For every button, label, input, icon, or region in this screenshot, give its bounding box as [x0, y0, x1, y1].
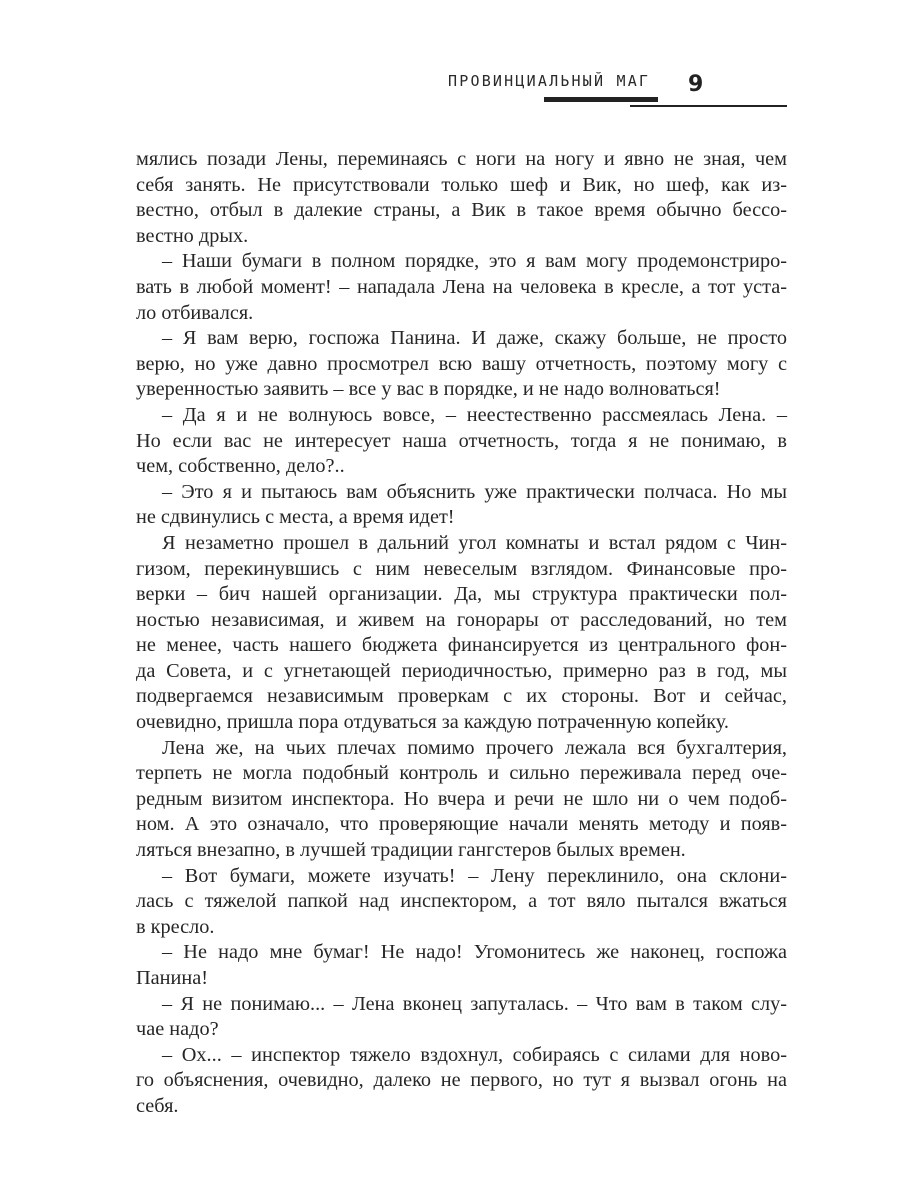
text-line: редным визитом инспектора. Но вчера и речи не шло ни о чем подоб- — [136, 787, 787, 810]
text-line: – Ох... – инспектор тяжело вздохнул, собираясь с силами для ново- — [162, 1043, 787, 1066]
text-line: Лена же, на чьих плечах помимо прочего лежала вся бухгалтерия, — [162, 736, 787, 759]
paragraph — [136, 736, 787, 864]
paragraph — [136, 147, 787, 249]
text-line: – Да я и не волнуюсь вовсе, – неестественно рассмеялась Лена. – — [162, 403, 787, 426]
running-head: ПРОВИНЦИАЛЬНЫЙ МАГ — [448, 72, 651, 90]
text-line: ляться внезапно, в лучшей традиции гангстеров былых времен. — [136, 839, 686, 862]
text-line: верю, но уже давно просмотрел всю вашу отчетность, поэтому могу с — [136, 352, 787, 375]
paragraph — [136, 249, 787, 326]
text-line: Я незаметно прошел в дальний угол комнаты и встал рядом с Чин- — [162, 531, 787, 554]
paragraph — [136, 531, 787, 736]
paragraph — [136, 864, 787, 941]
page-number: 9 — [688, 72, 704, 97]
text-line: себя занять. Не присутствовали только шеф и Вик, но шеф, как из- — [136, 173, 787, 196]
text-line: подвергаемся независимым проверкам с их стороны. Вот и сейчас, — [136, 685, 787, 708]
text-line: го объяснения, очевидно, далеко не первого, но тут я вызвал огонь на — [136, 1069, 787, 1092]
paragraph — [136, 403, 787, 480]
text-line: – Наши бумаги в полном порядке, это я вам могу продемонстриро- — [162, 250, 787, 273]
text-line: не менее, часть нашего бюджета финансируется из центрального фон- — [136, 634, 787, 657]
text-line: вать в любой момент! – нападала Лена на человека в кресле, а тот уста- — [136, 275, 787, 298]
text-line: Но если вас не интересует наша отчетность, тогда я не понимаю, в — [136, 429, 787, 452]
paragraph — [136, 992, 787, 1043]
header-rule — [630, 105, 787, 107]
text-line: себя. — [136, 1094, 179, 1117]
text-line: мялись позади Лены, переминаясь с ноги на ногу и явно не зная, чем — [136, 148, 787, 170]
text-line: ло отбивался. — [136, 301, 254, 324]
text-line: ностью независимая, и живем на гонорары от расследований, но тем — [136, 608, 787, 631]
paragraph — [136, 1043, 787, 1120]
text-line: да Совета, и с угнетающей периодичностью, примерно раз в год, мы — [136, 659, 787, 682]
text-line: – Вот бумаги, можете изучать! – Лену переклинило, она склони- — [162, 864, 787, 887]
text-line: – Это я и пытаюсь вам объяснить уже практически полчаса. Но мы — [162, 480, 787, 503]
body-text — [136, 147, 787, 1120]
text-line: гизом, перекинувшись с ним невеселым взглядом. Финансовые про- — [136, 557, 787, 580]
text-line: вестно, отбыл в далекие страны, а Вик в такое время обычно бессо- — [136, 199, 787, 222]
text-line: чае надо? — [136, 1018, 219, 1041]
text-line: терпеть не могла подобный контроль и сильно переживала перед оче- — [136, 762, 787, 785]
running-head-bar — [544, 97, 658, 102]
text-line: ном. А это означало, что проверяющие начали менять методу и появ- — [136, 813, 787, 836]
text-line: – Я не понимаю... – Лена вконец запуталась. – Что вам в таком слу- — [162, 992, 787, 1015]
paragraph — [136, 326, 787, 403]
text-line: чем, собственно, дело?.. — [136, 455, 345, 478]
paragraph — [136, 480, 787, 531]
paragraph — [136, 940, 787, 991]
text-line: уверенностью заявить – все у вас в порядке, и не надо волноваться! — [136, 378, 721, 401]
text-line: в кресло. — [136, 915, 215, 938]
text-line: не сдвинулись с места, а время идет! — [136, 506, 455, 529]
text-line: Панина! — [136, 967, 208, 989]
text-line: вестно дрых. — [136, 224, 249, 247]
text-line: – Не надо мне бумаг! Не надо! Угомонитесь же наконец, госпожа — [162, 941, 787, 964]
text-line: – Я вам верю, госпожа Панина. И даже, скажу больше, не просто — [162, 327, 787, 350]
text-line: верки – бич нашей организации. Да, мы структура практически пол- — [136, 583, 787, 606]
text-line: лась с тяжелой папкой над инспектором, а тот вяло пытался вжаться — [136, 890, 787, 913]
text-line: очевидно, пришла пора отдуваться за каждую потраченную копейку. — [136, 711, 729, 734]
